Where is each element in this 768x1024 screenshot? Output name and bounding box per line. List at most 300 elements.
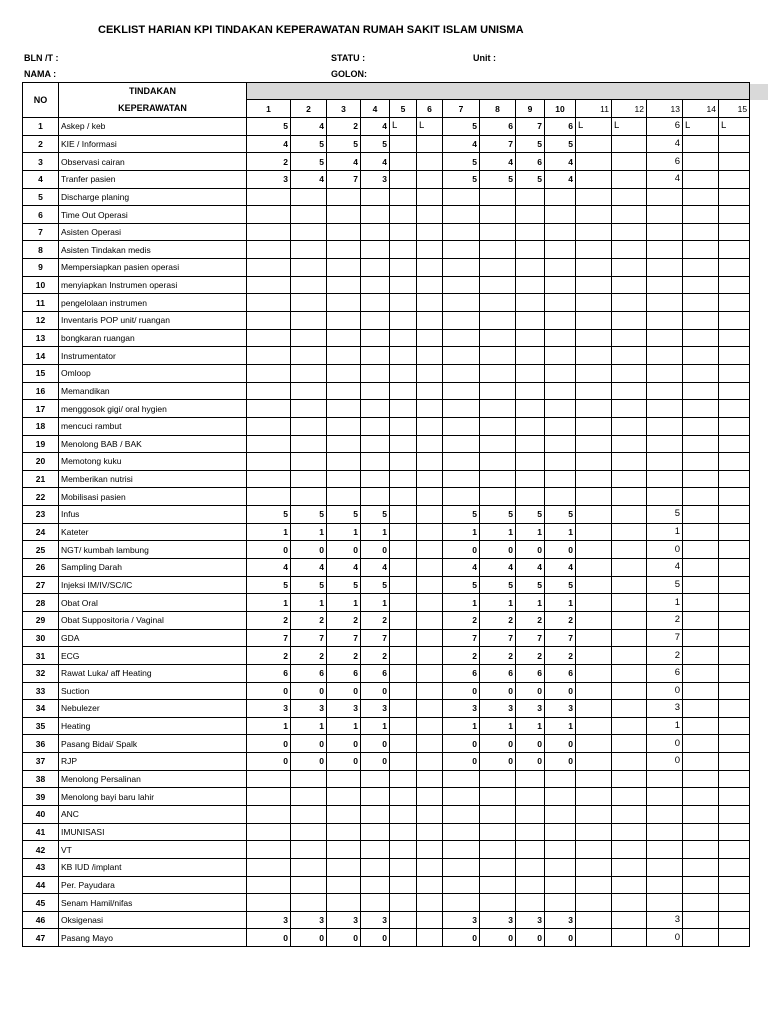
days-header-band <box>247 83 750 100</box>
day-10-value: 0 <box>545 735 576 753</box>
day-6-value <box>417 629 443 647</box>
day-9-value <box>516 347 545 365</box>
day-12-value <box>612 400 647 418</box>
day-7-value: 5 <box>443 118 480 136</box>
day-3-value: 7 <box>327 170 361 188</box>
day-3-value <box>327 770 361 788</box>
table-row <box>23 312 750 330</box>
day-10-value: 5 <box>545 576 576 594</box>
day-13-value <box>647 876 683 894</box>
tindakan-name: menggosok gigi/ oral hygien <box>59 400 247 418</box>
day-7-value <box>443 858 480 876</box>
day-8-value <box>480 470 516 488</box>
day-7-value <box>443 876 480 894</box>
day-14-value <box>683 717 719 735</box>
day-3-value <box>327 470 361 488</box>
day-13-value: 0 <box>647 735 683 753</box>
day-15-value <box>719 417 750 435</box>
table-row <box>23 805 750 823</box>
day-1-value: 6 <box>247 664 291 682</box>
day-5-value <box>390 788 417 806</box>
day-14-value <box>683 470 719 488</box>
day-9-value <box>516 329 545 347</box>
tindakan-name: Menolong BAB / BAK <box>59 435 247 453</box>
day-12-value <box>612 153 647 171</box>
day-5-value <box>390 717 417 735</box>
day-6-value <box>417 841 443 859</box>
tindakan-name: KB IUD /implant <box>59 858 247 876</box>
row-number: 41 <box>23 823 59 841</box>
table-row <box>23 858 750 876</box>
day-11-value <box>576 611 612 629</box>
day-10-value: 4 <box>545 170 576 188</box>
day-2-value <box>291 876 327 894</box>
day-15-value <box>719 400 750 418</box>
day-13-value: 1 <box>647 523 683 541</box>
day-10-value <box>545 841 576 859</box>
day-12-value <box>612 735 647 753</box>
day-9-value <box>516 417 545 435</box>
day-1-value: 3 <box>247 170 291 188</box>
day-6-value <box>417 682 443 700</box>
day-10-value: 4 <box>545 559 576 577</box>
day-7-value <box>443 470 480 488</box>
day-12-value <box>612 188 647 206</box>
day-5-value <box>390 294 417 312</box>
day-11-value <box>576 170 612 188</box>
day-2-value <box>291 453 327 471</box>
day-7-value: 5 <box>443 506 480 524</box>
row-number: 19 <box>23 435 59 453</box>
tindakan-name: NGT/ kumbah lambung <box>59 541 247 559</box>
table-row <box>23 382 750 400</box>
day-14-value <box>683 576 719 594</box>
day-13-value: 4 <box>647 170 683 188</box>
day-6-value <box>417 453 443 471</box>
table-row <box>23 700 750 718</box>
day-9-value <box>516 223 545 241</box>
day-number-row <box>23 100 750 118</box>
day-5-value <box>390 188 417 206</box>
unit-label: Unit : <box>473 53 496 63</box>
table-row <box>23 823 750 841</box>
day-10-value <box>545 435 576 453</box>
day-1-value <box>247 312 291 330</box>
day-2-value: 1 <box>291 594 327 612</box>
day-9-value <box>516 188 545 206</box>
day-3-value <box>327 206 361 224</box>
day-14-value <box>683 735 719 753</box>
day-11-value <box>576 435 612 453</box>
day-4-value <box>361 294 390 312</box>
day-9-value: 3 <box>516 700 545 718</box>
row-number: 5 <box>23 188 59 206</box>
day-2-value <box>291 223 327 241</box>
day-15-value <box>719 259 750 277</box>
day-9-value: 6 <box>516 664 545 682</box>
day-8-value: 5 <box>480 576 516 594</box>
day-14-value <box>683 453 719 471</box>
bln-label: BLN /T : <box>24 53 59 63</box>
day-4-value <box>361 188 390 206</box>
tindakan-name: GDA <box>59 629 247 647</box>
day-14-value <box>683 700 719 718</box>
day-7-value: 3 <box>443 911 480 929</box>
day-13-value: 6 <box>647 664 683 682</box>
day-3-value: 2 <box>327 647 361 665</box>
day-8-value: 1 <box>480 523 516 541</box>
day-3-value <box>327 841 361 859</box>
day-11-value <box>576 911 612 929</box>
day-6-value <box>417 717 443 735</box>
day-8-value: 0 <box>480 682 516 700</box>
day-15-value <box>719 435 750 453</box>
day-header-13: 13 <box>647 100 683 118</box>
day-1-value: 3 <box>247 700 291 718</box>
day-14-value <box>683 206 719 224</box>
row-number: 42 <box>23 841 59 859</box>
tindakan-header-cell <box>59 100 247 118</box>
day-14-value <box>683 629 719 647</box>
day-9-value <box>516 312 545 330</box>
tindakan-name: Memberikan nutrisi <box>59 470 247 488</box>
day-13-value <box>647 364 683 382</box>
day-7-value <box>443 312 480 330</box>
day-6-value <box>417 541 443 559</box>
day-10-value <box>545 241 576 259</box>
day-10-value: 3 <box>545 700 576 718</box>
day-5-value <box>390 241 417 259</box>
day-8-value <box>480 188 516 206</box>
day-11-value <box>576 788 612 806</box>
day-9-value <box>516 364 545 382</box>
row-number: 8 <box>23 241 59 259</box>
tindakan-name: Discharge planing <box>59 188 247 206</box>
day-4-value <box>361 770 390 788</box>
day-7-value: 4 <box>443 135 480 153</box>
day-6-value: L <box>417 118 443 136</box>
day-1-value: 2 <box>247 647 291 665</box>
day-14-value <box>683 170 719 188</box>
day-3-value: 0 <box>327 682 361 700</box>
day-1-value: 4 <box>247 135 291 153</box>
day-6-value <box>417 294 443 312</box>
tindakan-name: Time Out Operasi <box>59 206 247 224</box>
day-14-value <box>683 329 719 347</box>
day-13-value <box>647 312 683 330</box>
row-number: 12 <box>23 312 59 330</box>
day-14-value <box>683 347 719 365</box>
day-6-value <box>417 911 443 929</box>
day-11-value <box>576 241 612 259</box>
day-7-value <box>443 435 480 453</box>
day-4-value <box>361 241 390 259</box>
day-10-value: 4 <box>545 153 576 171</box>
day-6-value <box>417 576 443 594</box>
day-7-value <box>443 188 480 206</box>
day-7-value <box>443 400 480 418</box>
day-7-value <box>443 223 480 241</box>
day-9-value: 7 <box>516 629 545 647</box>
day-13-value <box>647 841 683 859</box>
day-3-value <box>327 259 361 277</box>
day-13-value <box>647 805 683 823</box>
day-15-value: L <box>719 118 750 136</box>
day-5-value <box>390 206 417 224</box>
day-15-value <box>719 717 750 735</box>
day-12-value <box>612 629 647 647</box>
row-number: 20 <box>23 453 59 471</box>
day-8-value <box>480 417 516 435</box>
day-12-value <box>612 717 647 735</box>
day-9-value <box>516 435 545 453</box>
day-12-value <box>612 294 647 312</box>
table-row <box>23 364 750 382</box>
day-7-value <box>443 294 480 312</box>
day-header-5: 5 <box>390 100 417 118</box>
table-row <box>23 717 750 735</box>
day-7-value <box>443 841 480 859</box>
day-5-value <box>390 523 417 541</box>
day-3-value <box>327 329 361 347</box>
day-6-value <box>417 400 443 418</box>
day-2-value: 5 <box>291 153 327 171</box>
row-number: 35 <box>23 717 59 735</box>
tindakan-name: Asisten Operasi <box>59 223 247 241</box>
day-13-value: 3 <box>647 911 683 929</box>
day-header-14: 14 <box>683 100 719 118</box>
day-1-value <box>247 858 291 876</box>
day-13-value <box>647 894 683 912</box>
day-10-value <box>545 400 576 418</box>
row-number: 24 <box>23 523 59 541</box>
table-row <box>23 682 750 700</box>
day-14-value <box>683 153 719 171</box>
day-12-value <box>612 135 647 153</box>
day-15-value <box>719 576 750 594</box>
day-4-value <box>361 876 390 894</box>
day-10-value <box>545 876 576 894</box>
day-7-value: 3 <box>443 700 480 718</box>
row-number: 29 <box>23 611 59 629</box>
table-row <box>23 329 750 347</box>
day-9-value: 0 <box>516 929 545 947</box>
day-2-value: 2 <box>291 647 327 665</box>
day-14-value <box>683 753 719 771</box>
row-number: 17 <box>23 400 59 418</box>
day-8-value <box>480 382 516 400</box>
day-9-value <box>516 294 545 312</box>
day-11-value <box>576 470 612 488</box>
tindakan-name: Heating <box>59 717 247 735</box>
day-7-value: 5 <box>443 576 480 594</box>
day-11-value <box>576 929 612 947</box>
day-6-value <box>417 276 443 294</box>
day-14-value <box>683 382 719 400</box>
day-10-value: 0 <box>545 682 576 700</box>
day-14-value <box>683 911 719 929</box>
day-12-value <box>612 259 647 277</box>
day-13-value <box>647 223 683 241</box>
day-15-value <box>719 153 750 171</box>
table-row <box>23 523 750 541</box>
day-6-value <box>417 153 443 171</box>
day-2-value <box>291 276 327 294</box>
day-4-value <box>361 400 390 418</box>
day-8-value <box>480 805 516 823</box>
day-4-value: 3 <box>361 170 390 188</box>
row-number: 26 <box>23 559 59 577</box>
day-4-value <box>361 206 390 224</box>
day-10-value <box>545 206 576 224</box>
table-row <box>23 259 750 277</box>
day-12-value <box>612 329 647 347</box>
tindakan-name: RJP <box>59 753 247 771</box>
day-12-value <box>612 664 647 682</box>
day-2-value: 2 <box>291 611 327 629</box>
day-11-value <box>576 594 612 612</box>
tindakan-name: Suction <box>59 682 247 700</box>
day-2-value: 4 <box>291 170 327 188</box>
day-7-value <box>443 241 480 259</box>
day-10-value: 0 <box>545 541 576 559</box>
day-7-value: 0 <box>443 541 480 559</box>
day-8-value: 5 <box>480 170 516 188</box>
day-11-value <box>576 506 612 524</box>
day-13-value <box>647 241 683 259</box>
day-13-value: 5 <box>647 576 683 594</box>
nama-label: NAMA : <box>24 69 57 79</box>
day-11-value <box>576 664 612 682</box>
day-1-value <box>247 276 291 294</box>
day-14-value <box>683 559 719 577</box>
row-number: 36 <box>23 735 59 753</box>
day-8-value <box>480 858 516 876</box>
day-4-value <box>361 470 390 488</box>
day-2-value: 5 <box>291 135 327 153</box>
day-10-value <box>545 276 576 294</box>
day-12-value <box>612 435 647 453</box>
day-5-value <box>390 223 417 241</box>
day-5-value <box>390 259 417 277</box>
tindakan-name: Obat Oral <box>59 594 247 612</box>
day-4-value <box>361 894 390 912</box>
day-5-value <box>390 312 417 330</box>
day-2-value <box>291 259 327 277</box>
tindakan-name: Pasang Mayo <box>59 929 247 947</box>
row-number: 21 <box>23 470 59 488</box>
day-5-value <box>390 382 417 400</box>
day-14-value <box>683 647 719 665</box>
day-10-value: 2 <box>545 647 576 665</box>
day-14-value <box>683 400 719 418</box>
day-9-value: 0 <box>516 682 545 700</box>
day-6-value <box>417 347 443 365</box>
day-8-value <box>480 823 516 841</box>
row-number: 13 <box>23 329 59 347</box>
table-row <box>23 929 750 947</box>
day-11-value <box>576 541 612 559</box>
day-6-value <box>417 170 443 188</box>
day-15-value <box>719 629 750 647</box>
day-2-value <box>291 206 327 224</box>
day-2-value: 1 <box>291 523 327 541</box>
day-8-value <box>480 894 516 912</box>
day-3-value: 0 <box>327 541 361 559</box>
tindakan-name: Omloop <box>59 364 247 382</box>
tindakan-name: bongkaran ruangan <box>59 329 247 347</box>
day-9-value: 5 <box>516 170 545 188</box>
day-15-value <box>719 453 750 471</box>
row-number: 15 <box>23 364 59 382</box>
tindakan-name: Menolong Persalinan <box>59 770 247 788</box>
day-1-value <box>247 417 291 435</box>
day-6-value <box>417 364 443 382</box>
day-5-value <box>390 682 417 700</box>
day-15-value <box>719 541 750 559</box>
day-3-value: 6 <box>327 664 361 682</box>
day-12-value <box>612 894 647 912</box>
day-12-value <box>612 788 647 806</box>
day-15-value <box>719 664 750 682</box>
table-row <box>23 488 750 506</box>
tindakan-name: pengelolaan instrumen <box>59 294 247 312</box>
day-11-value <box>576 276 612 294</box>
day-8-value: 2 <box>480 611 516 629</box>
day-2-value <box>291 470 327 488</box>
tindakan-header-line1: TINDAKAN <box>129 86 176 97</box>
day-1-value <box>247 805 291 823</box>
day-1-value: 5 <box>247 506 291 524</box>
day-3-value <box>327 312 361 330</box>
row-number: 23 <box>23 506 59 524</box>
day-15-value <box>719 312 750 330</box>
day-5-value: L <box>390 118 417 136</box>
day-5-value <box>390 541 417 559</box>
day-10-value <box>545 488 576 506</box>
day-8-value <box>480 223 516 241</box>
tindakan-name: Pasang Bidai/ Spalk <box>59 735 247 753</box>
day-9-value <box>516 770 545 788</box>
table-row <box>23 559 750 577</box>
day-1-value <box>247 400 291 418</box>
day-2-value <box>291 400 327 418</box>
day-12-value <box>612 929 647 947</box>
day-10-value <box>545 470 576 488</box>
day-8-value: 0 <box>480 541 516 559</box>
day-5-value <box>390 576 417 594</box>
day-11-value <box>576 753 612 771</box>
day-5-value <box>390 805 417 823</box>
table-row <box>23 541 750 559</box>
row-number: 31 <box>23 647 59 665</box>
day-14-value <box>683 435 719 453</box>
day-11-value <box>576 417 612 435</box>
day-6-value <box>417 329 443 347</box>
day-15-value <box>719 911 750 929</box>
day-15-value <box>719 805 750 823</box>
day-13-value: 4 <box>647 559 683 577</box>
day-1-value: 2 <box>247 611 291 629</box>
day-14-value <box>683 894 719 912</box>
day-3-value <box>327 488 361 506</box>
day-10-value <box>545 188 576 206</box>
row-number: 7 <box>23 223 59 241</box>
row-number: 22 <box>23 488 59 506</box>
day-2-value: 7 <box>291 629 327 647</box>
day-13-value <box>647 400 683 418</box>
day-13-value <box>647 276 683 294</box>
